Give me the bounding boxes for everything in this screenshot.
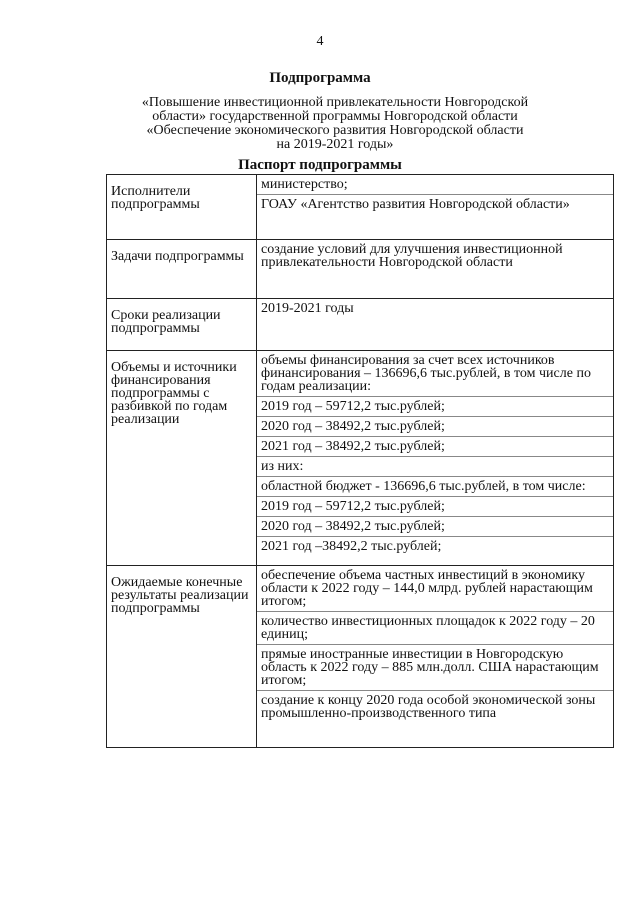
row-line: 2021 год – 38492,2 тыс.рублей; — [257, 436, 613, 456]
row-line: прямые иностранные инвестиции в Новгородскую область к 2022 году – 885 млн.долл. США нарастающим итогом; — [257, 644, 613, 690]
row-label: Сроки реализации подпрограммы — [107, 299, 257, 351]
subtitle-line: на 2019-2021 годы» — [276, 137, 394, 152]
row-content — [257, 175, 614, 240]
row-line: 2021 год –38492,2 тыс.рублей; — [257, 536, 613, 556]
row-content — [257, 240, 614, 299]
passport-table — [106, 174, 614, 748]
passport-title: Паспорт подпрограммы — [238, 157, 402, 173]
table-row — [107, 566, 614, 748]
row-line: 2019 год – 59712,2 тыс.рублей; — [257, 496, 613, 516]
row-line: 2020 год – 38492,2 тыс.рублей; — [257, 516, 613, 536]
row-line: 2019 год – 59712,2 тыс.рублей; — [257, 396, 613, 416]
row-label: Исполнители подпрограммы — [107, 175, 257, 240]
row-line: 2020 год – 38492,2 тыс.рублей; — [257, 416, 613, 436]
table-row — [107, 240, 614, 299]
subtitle-line: «Повышение инвестиционной привлекательности Новгородской — [141, 95, 529, 110]
subprogram-heading: Подпрограмма — [269, 70, 371, 86]
row-content — [257, 351, 614, 566]
row-line: объемы финансирования за счет всех источников финансирования – 136696,6 тыс.рублей, в том числе по годам реализации: — [261, 353, 591, 394]
row-line: обеспечение объема частных инвестиций в экономику области к 2022 году – 144,0 млрд. рублей нарастающим итогом; — [261, 568, 593, 609]
table-row — [107, 299, 614, 351]
subtitle-line: «Обеспечение экономического развития Новгородской области — [146, 123, 524, 138]
row-label: Объемы и источники финансирования подпрограммы с разбивкой по годам реализации — [107, 351, 257, 566]
row-line: ГОАУ «Агентство развития Новгородской области» — [257, 194, 613, 214]
row-line: из них: — [257, 456, 613, 476]
row-line: создание условий для улучшения инвестиционной привлекательности Новгородской области — [261, 242, 563, 270]
subprogram-subtitle — [115, 96, 555, 152]
row-line: создание к концу 2020 года особой экономической зоны промышленно-производственного типа — [257, 690, 613, 723]
row-line: 2019-2021 годы — [261, 301, 354, 316]
row-content — [257, 299, 614, 351]
table-row — [107, 175, 614, 240]
row-line: областной бюджет - 136696,6 тыс.рублей, в том числе: — [257, 476, 613, 496]
row-line: количество инвестиционных площадок к 2022 году – 20 единиц; — [257, 611, 613, 644]
table-row — [107, 351, 614, 566]
row-label: Ожидаемые конечные результаты реализации подпрограммы — [107, 566, 257, 748]
subtitle-line: области» государственной программы Новгородской области — [152, 109, 518, 124]
page-number: 4 — [316, 34, 324, 49]
row-content — [257, 566, 614, 748]
row-label: Задачи подпрограммы — [107, 240, 257, 299]
row-line: министерство; — [261, 177, 348, 192]
